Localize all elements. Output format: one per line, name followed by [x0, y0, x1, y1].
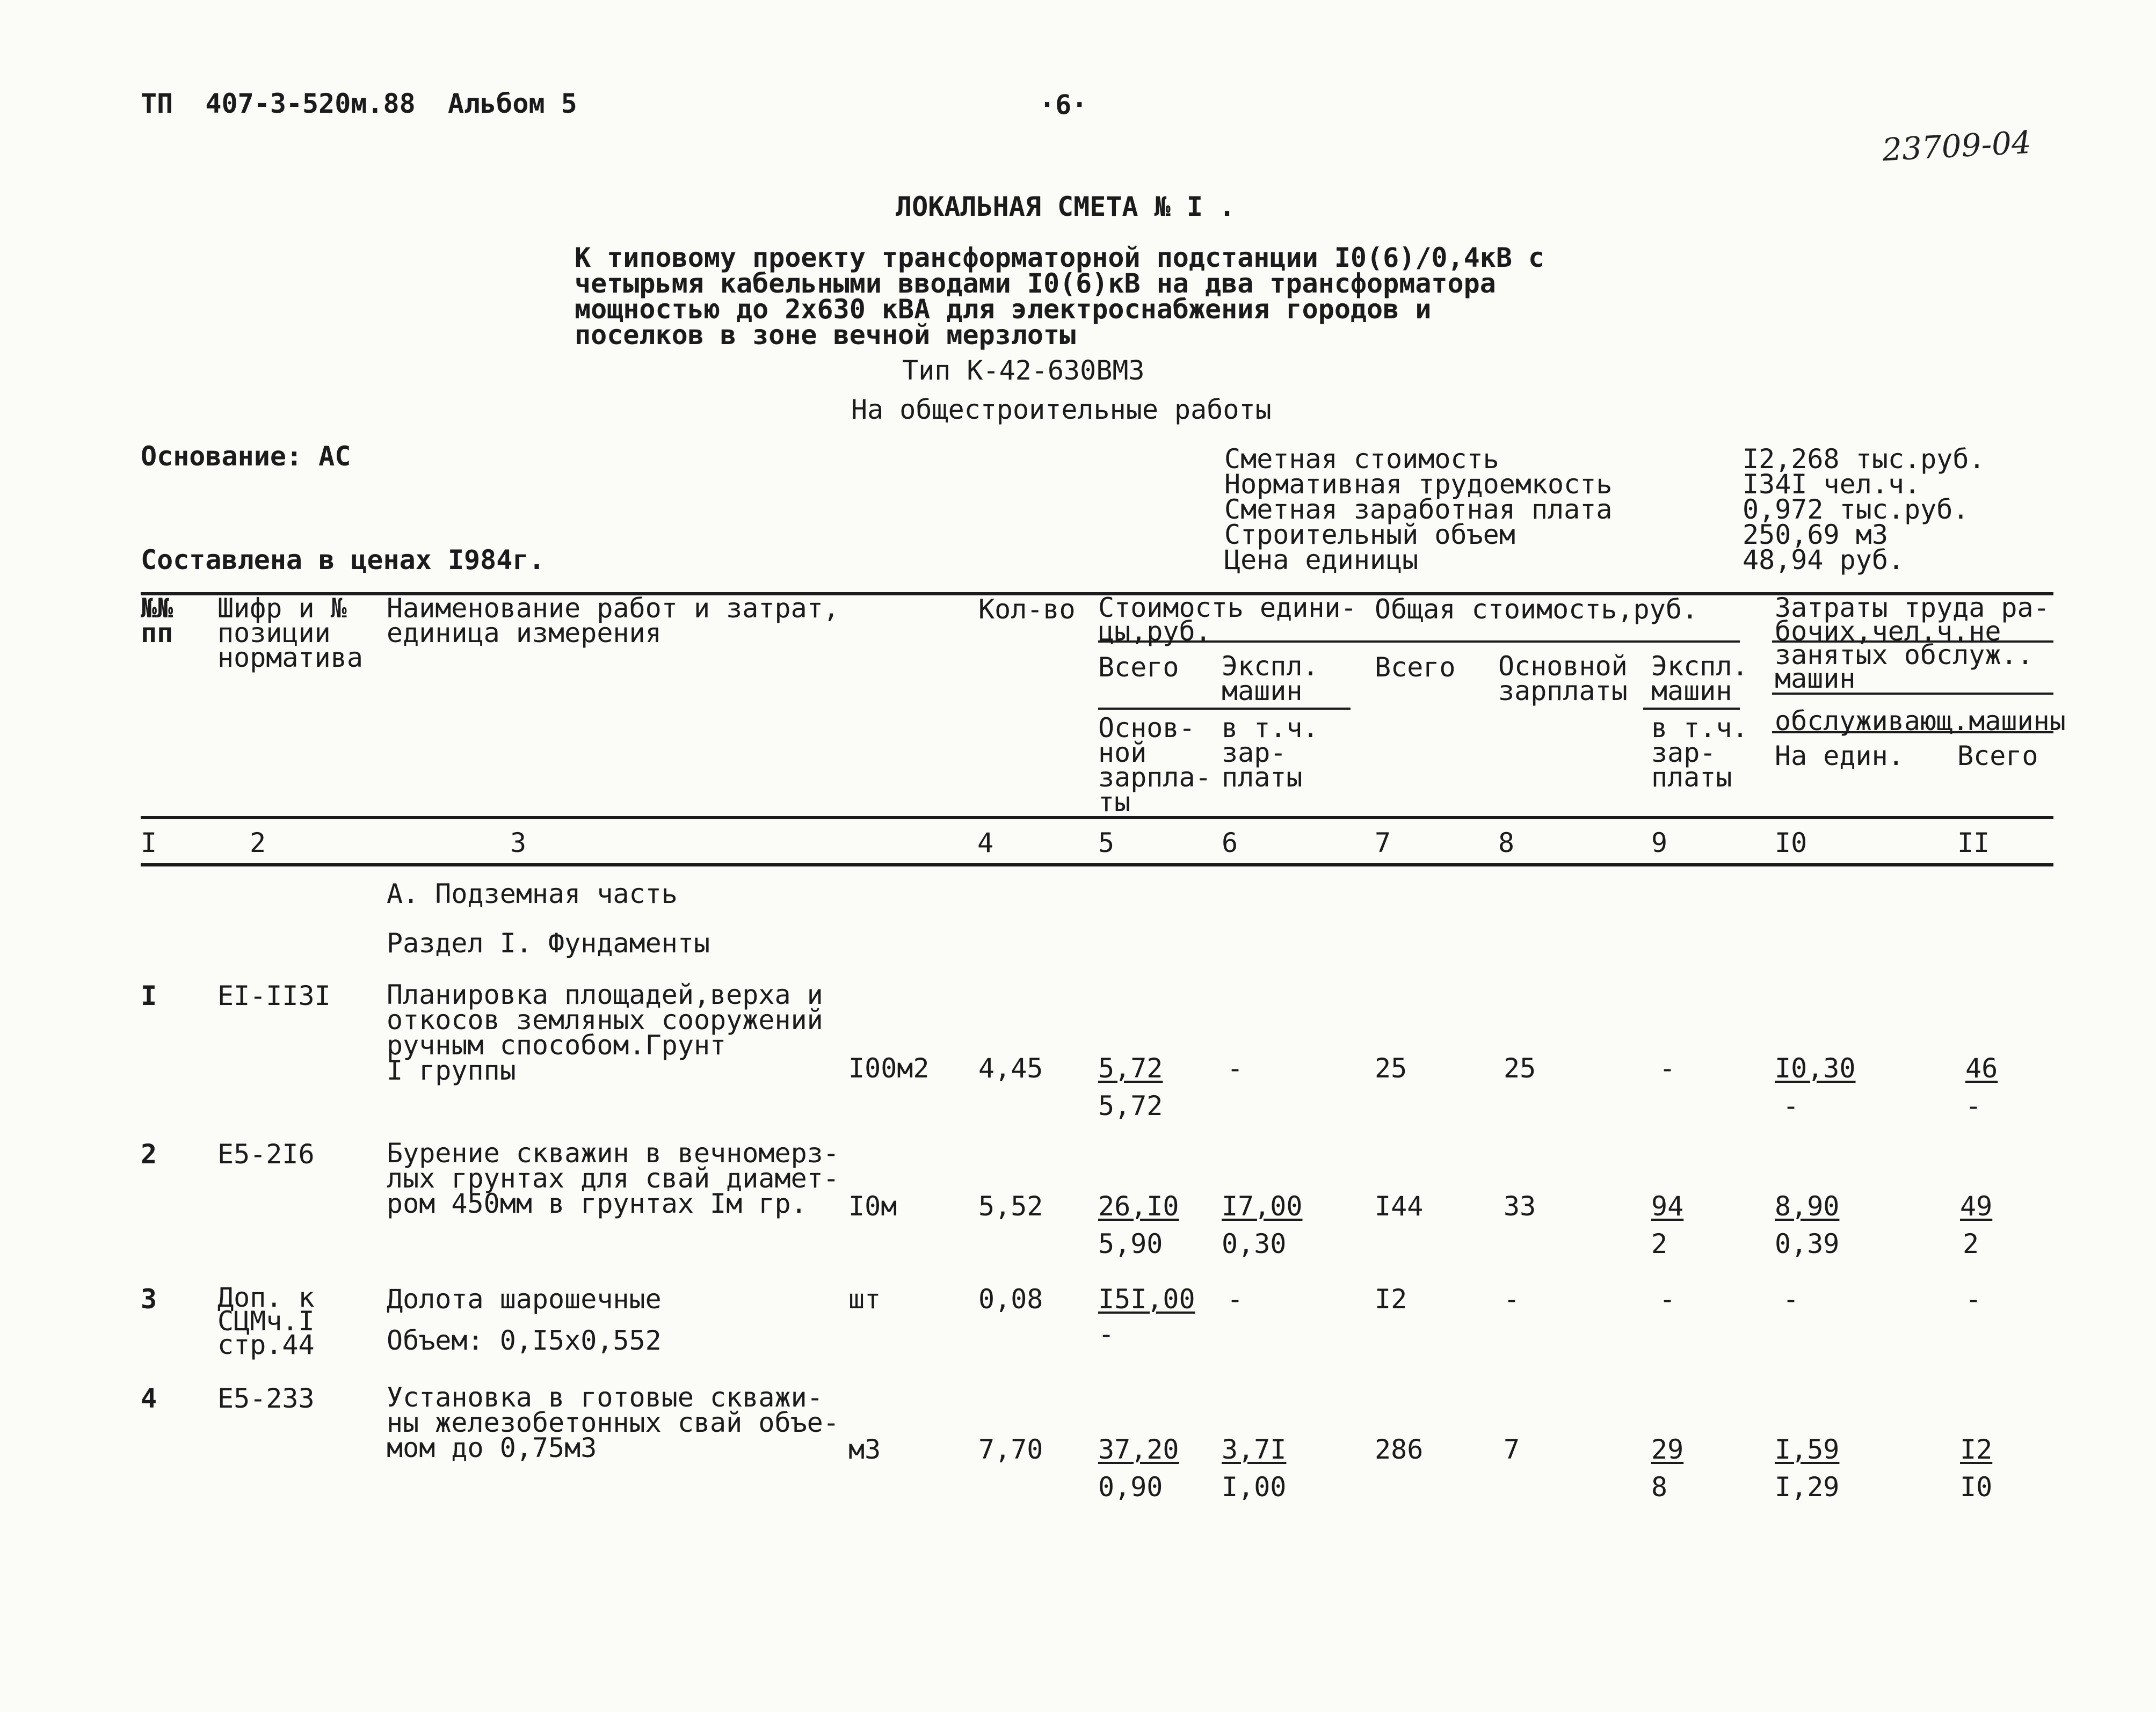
inventory-number: 23709-04: [1881, 123, 2032, 169]
col-header-total-wage: Основной зарплаты: [1498, 651, 1628, 706]
row-qty: 5,52: [978, 1191, 1043, 1222]
summary-value: I34I чел.ч.: [1743, 469, 1921, 500]
estimate-title: ЛОКАЛЬНАЯ СМЕТА № I .: [896, 191, 1236, 222]
row-total-machines: 29: [1651, 1434, 1684, 1465]
row-total-wage: -: [1504, 1284, 1520, 1315]
description-line: поселков в зоне вечной мерзлоты: [575, 319, 1076, 351]
row-total-machines-wage: 2: [1651, 1228, 1668, 1259]
row-labor-total: 49: [1960, 1191, 1993, 1222]
work-subject: На общестроительные работы: [851, 394, 1272, 425]
header-subrule: [1643, 708, 1740, 710]
row-labor-per-unit-service: -: [1783, 1090, 1799, 1121]
column-number: 3: [510, 827, 527, 858]
row-labor-total-service: 2: [1963, 1228, 1979, 1259]
row-unit-total: 5,72: [1098, 1053, 1163, 1084]
row-unit: I0м: [848, 1191, 897, 1222]
substation-type: Тип К-42-630ВМЗ: [902, 355, 1145, 386]
row-labor-per-unit-service: I,29: [1775, 1471, 1840, 1503]
row-unit-total: 26,I0: [1098, 1191, 1179, 1222]
prices-text: Составлена в ценах I984г.: [141, 544, 545, 575]
col-header-unit-total: Всего: [1098, 652, 1179, 683]
row-total: 25: [1375, 1053, 1407, 1084]
row-unit-machines-wage: 0,30: [1222, 1228, 1287, 1259]
column-number: 6: [1222, 827, 1238, 858]
row-unit-machines-wage: I,00: [1222, 1471, 1287, 1503]
row-qty: 0,08: [978, 1284, 1043, 1315]
header-bottom-rule: [141, 816, 2053, 819]
row-code: EI-II3I: [217, 980, 331, 1011]
summary-label: Сметная заработная плата: [1224, 494, 1613, 525]
row-total-machines: -: [1659, 1284, 1676, 1315]
row-unit-machines: I7,00: [1222, 1191, 1303, 1222]
row-number: I: [141, 980, 157, 1011]
row-labor-per-unit: I,59: [1775, 1434, 1840, 1465]
row-qty: 4,45: [978, 1053, 1043, 1084]
col-header-name: Наименование работ и затрат, единица измерения: [387, 593, 839, 649]
row-total-machines: -: [1659, 1053, 1676, 1084]
row-code: E5-2I6: [217, 1139, 315, 1170]
col-header-unit-wage: Основ- ной зарпла- ты: [1098, 712, 1211, 818]
col-header-total: Всего: [1375, 652, 1456, 683]
description-line: К типовому проекту трансформаторной подстанции I0(6)/0,4кВ с: [575, 242, 1545, 273]
row-unit-wage: 5,72: [1098, 1090, 1163, 1121]
row-unit-machines: -: [1227, 1284, 1244, 1315]
col-header-unit-machines: Экспл. машин: [1222, 651, 1319, 706]
summary-value: 48,94 руб.: [1743, 544, 1905, 575]
row-name: Установка в готовые скважи- ны железобетонных свай объе- мом до 0,75м3: [387, 1382, 839, 1463]
summary-value: 0,972 тыс.руб.: [1743, 494, 1969, 525]
summary-label: Цена единицы: [1224, 544, 1419, 575]
row-unit: I00м2: [848, 1053, 930, 1084]
summary-label: Строительный объем: [1224, 519, 1515, 550]
row-name: Бурение скважин в вечномерз- лых грунтах для свай диамет- ром 450мм в грунтах Iм гр.: [387, 1138, 839, 1219]
row-unit-wage: 0,90: [1098, 1471, 1163, 1503]
column-number: 5: [1098, 827, 1115, 858]
part-heading: А. Подземная часть: [387, 878, 678, 909]
row-total-wage: 25: [1504, 1053, 1536, 1084]
row-unit-wage: -: [1098, 1318, 1115, 1350]
summary-value: 250,69 м3: [1743, 519, 1888, 550]
page-number: ·6·: [1039, 89, 1088, 120]
column-number: I0: [1775, 827, 1807, 858]
row-total: I44: [1375, 1191, 1424, 1222]
row-unit-machines: 3,7I: [1222, 1434, 1287, 1465]
col-group-total-cost: Общая стоимость,руб.: [1375, 594, 1698, 625]
row-labor-total-service: -: [1965, 1090, 1982, 1121]
row-labor-per-unit: I0,30: [1775, 1053, 1856, 1084]
col-header-labor-total: Всего: [1957, 740, 2038, 771]
column-number: 2: [250, 827, 266, 858]
description-line: мощностью до 2х630 кВА для электроснабжения городов и: [575, 294, 1432, 325]
row-unit: м3: [848, 1434, 881, 1465]
project-code: ТП 407-3-520м.88 Альбом 5: [141, 88, 577, 119]
row-total: I2: [1375, 1284, 1407, 1315]
row-volume-note: Объем: 0,I5х0,552: [387, 1325, 662, 1356]
summary-label: Сметная стоимость: [1224, 443, 1499, 475]
col-header-number: №№ пп: [141, 593, 173, 649]
row-number: 2: [141, 1139, 157, 1170]
col-group-labor: Затраты труда ра- бочих,чел.ч.не занятых обслуж.. машин: [1775, 592, 2050, 694]
row-name: Долота шарошечные: [387, 1284, 662, 1315]
col-group-unit-cost: Стоимость едини- цы,руб.: [1098, 592, 1357, 647]
column-number: 9: [1651, 827, 1668, 858]
row-total-wage: 33: [1504, 1191, 1536, 1222]
col-header-total-machines: Экспл. машин: [1651, 651, 1748, 706]
column-number: 4: [977, 827, 994, 858]
column-number: 7: [1375, 827, 1391, 858]
row-unit-machines: -: [1227, 1053, 1244, 1084]
summary-label: Нормативная трудоемкость: [1224, 469, 1613, 500]
col-group-labor-service: обслуживающ.машины: [1775, 705, 2066, 737]
row-labor-per-unit: 8,90: [1775, 1191, 1840, 1222]
col-header-qty: Кол-во: [978, 594, 1076, 625]
column-number: I: [141, 827, 157, 858]
row-unit-total: 37,20: [1098, 1434, 1179, 1465]
row-unit-wage: 5,90: [1098, 1228, 1163, 1259]
basis-text: Основание: АС: [141, 441, 351, 472]
row-labor-per-unit-service: 0,39: [1775, 1228, 1840, 1259]
row-qty: 7,70: [978, 1434, 1043, 1465]
col-header-unit-machines-wage: в т.ч. зар- платы: [1222, 712, 1319, 793]
row-total-machines: 94: [1651, 1191, 1684, 1222]
section-heading: Раздел I. Фундаменты: [387, 928, 710, 959]
row-code: E5-233: [217, 1383, 315, 1414]
col-header-code: Шифр и № позиции норматива: [217, 593, 363, 673]
column-numbers-rule: [141, 863, 2053, 866]
row-number: 4: [141, 1383, 157, 1414]
header-subrule: [1098, 708, 1351, 710]
row-number: 3: [141, 1284, 157, 1315]
row-unit: шт: [848, 1284, 881, 1315]
summary-value: I2,268 тыс.руб.: [1743, 443, 1985, 475]
row-labor-total: I2: [1960, 1434, 1993, 1465]
row-code: Доп. к СЦМч.I стр.44: [217, 1282, 315, 1360]
column-number: II: [1957, 827, 1990, 858]
col-header-labor-per-unit: На един.: [1775, 740, 1904, 771]
column-number: 8: [1498, 827, 1515, 858]
row-name: Планировка площадей,верха и откосов земляных сооружений ручным способом.Грунт I группы: [387, 979, 823, 1086]
row-total-wage: 7: [1504, 1434, 1520, 1465]
row-labor-total: 46: [1965, 1053, 1998, 1084]
col-header-total-machines-wage: в т.ч. зар- платы: [1651, 712, 1748, 793]
description-line: четырьмя кабельными вводами I0(6)кВ на два трансформатора: [575, 268, 1496, 299]
row-labor-total-service: I0: [1960, 1471, 1993, 1503]
row-total-machines-wage: 8: [1651, 1471, 1668, 1503]
row-labor-total: -: [1965, 1284, 1982, 1315]
row-labor-per-unit: -: [1783, 1284, 1799, 1315]
row-unit-total: I5I,00: [1098, 1284, 1195, 1315]
row-total: 286: [1375, 1434, 1424, 1465]
